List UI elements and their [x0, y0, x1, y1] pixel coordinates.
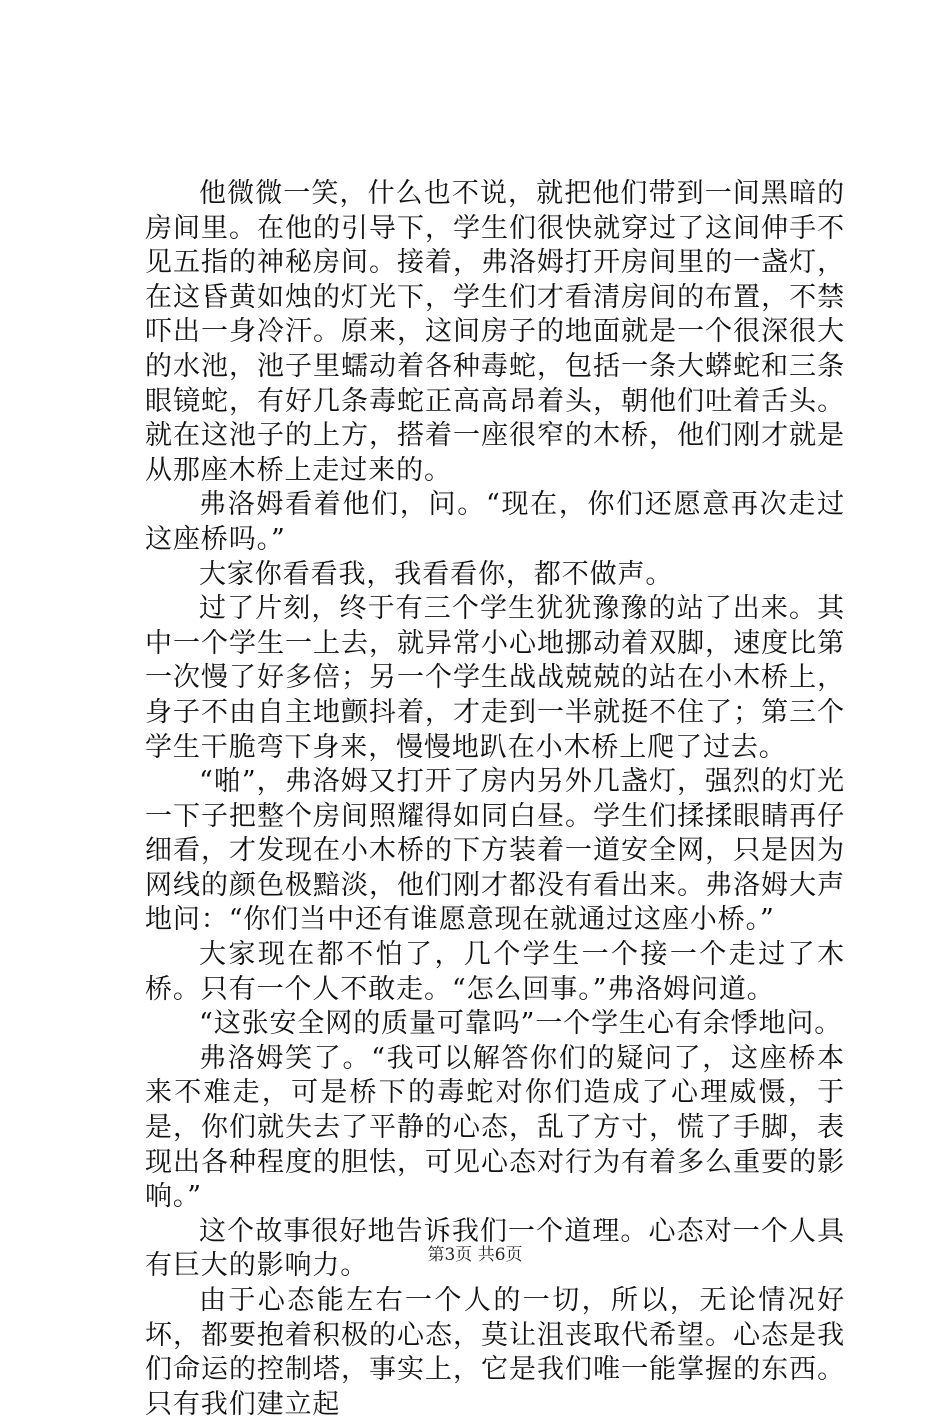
paragraph: 大家你看看我，我看看你，都不做声。	[199, 558, 674, 590]
body-text	[145, 177, 845, 1422]
paragraph: 弗洛姆看着他们，问。“现在，你们还愿意再次走过这座桥吗。”	[145, 489, 845, 555]
paragraph: 他微微一笑，什么也不说，就把他们带到一间黑暗的房间里。在他的引导下，学生们很快就穿过了这间伸手不见五指的神秘房间。接着，弗洛姆打开房间里的一盏灯，在这昏黄如烛的灯光下，学生们才看清房间的布置，不禁吓出一身冷汗。原来，这间房子的地面就是一个很深很大的水池，池子里蠕动着各种毒蛇，包括一条大蟒蛇和三条眼镜蛇，有好几条毒蛇正高高昂着头，朝他们吐着舌头。就在这池子的上方，搭着一座很窄的木桥，他们刚才就是从那座木桥上走过来的。	[145, 178, 845, 486]
paragraph: 大家现在都不怕了，几个学生一个接一个走过了木桥。只有一个人不敢走。“怎么回事。”弗洛姆问道。	[145, 939, 845, 1005]
paragraph: “这张安全网的质量可靠吗”一个学生心有余悸地问。	[199, 1008, 843, 1040]
paragraph: “啪”，弗洛姆又打开了房内另外几盏灯，强烈的灯光一下子把整个房间照耀得如同白昼。学生们揉揉眼睛再仔细看，才发现在小木桥的下方装着一道安全网，只是因为网线的颜色极黯淡，他们刚才都没有看出来。弗洛姆大声地问：“你们当中还有谁愿意现在就通过这座小桥。”	[145, 766, 845, 936]
page-number: 第3页 共6页	[427, 1245, 523, 1265]
paragraph: 过了片刻，终于有三个学生犹犹豫豫的站了出来。其中一个学生一上去，就异常小心地挪动着双脚，速度比第一次慢了好多倍；另一个学生战战兢兢的站在小木桥上，身子不由自主地颤抖着，才走到一半就挺不住了；第三个学生干脆弯下身来，慢慢地趴在小木桥上爬了过去。	[145, 593, 845, 763]
paragraph: 这个故事很好地告诉我们一个道理。心态对一个人具有巨大的影响力。	[145, 1215, 845, 1282]
paragraph: 由于心态能左右一个人的一切，所以，无论情况好坏，都要抱着积极的心态，莫让沮丧取代希望。心态是我们命运的控制塔，事实上，它是我们唯一能掌握的东西。只有我们建立起	[145, 1285, 845, 1420]
paragraph: 弗洛姆笑了。“我可以解答你们的疑问了，这座桥本来不难走，可是桥下的毒蛇对你们造成了心理威慑，于是，你们就失去了平静的心态，乱了方寸，慌了手脚，表现出各种程度的胆怯，可见心态对行为有着多么重要的影响。”	[145, 1042, 845, 1213]
